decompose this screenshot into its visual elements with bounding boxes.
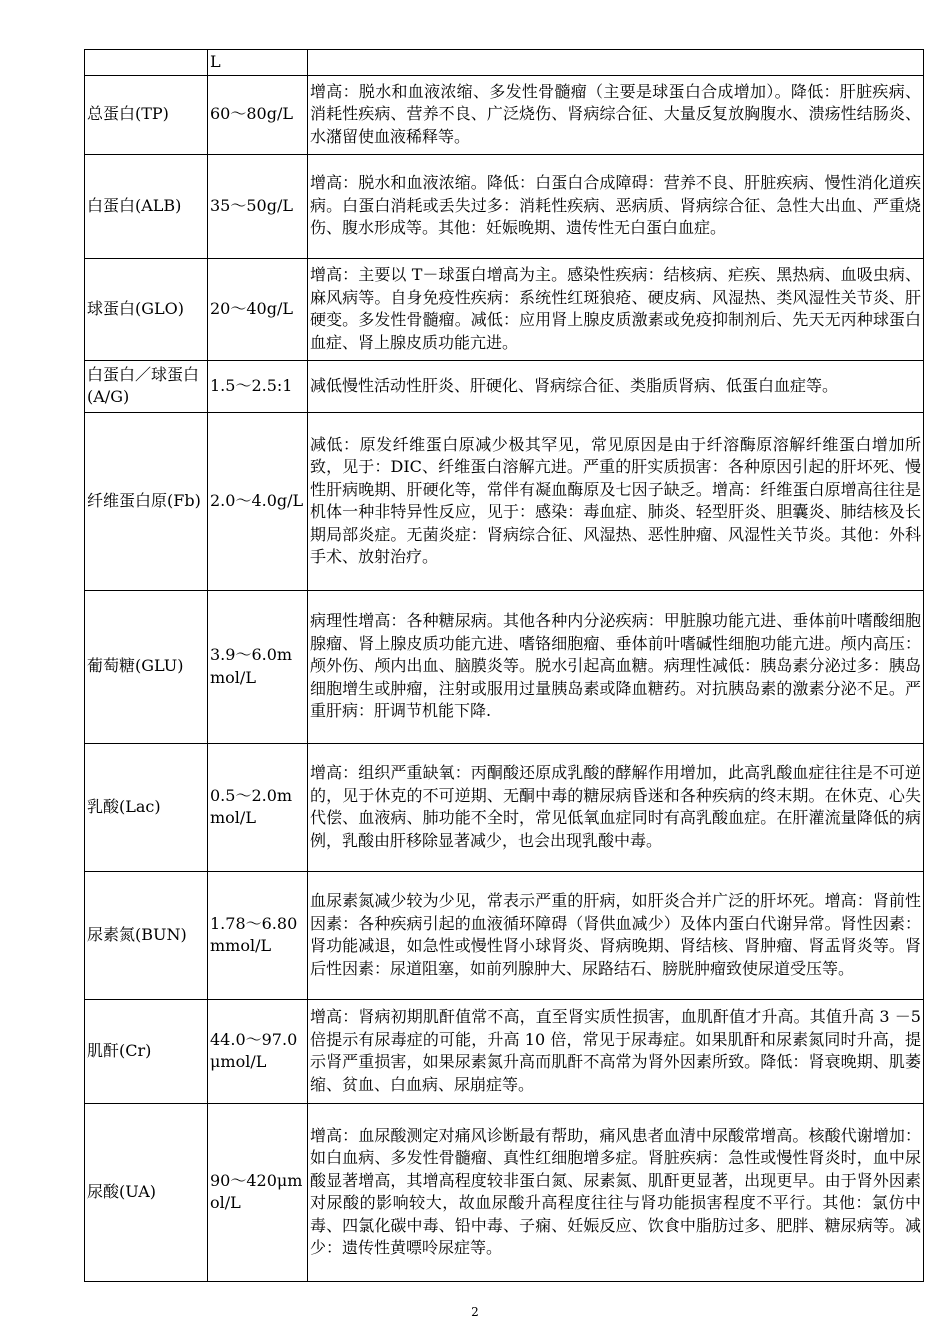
table-row (85, 871, 924, 999)
test-name-cell: 葡萄糖(GLU) (85, 590, 208, 743)
test-name-cell (85, 50, 208, 76)
reference-range-cell: 35～50g/L (208, 154, 308, 258)
reference-range-cell: 1.5～2.5:1 (208, 360, 308, 412)
table-row (85, 50, 924, 76)
clinical-significance-cell: 增高：组织严重缺氧：丙酮酸还原成乳酸的酵解作用增加，此高乳酸血症往往是不可逆的，见于休克的不可逆期、无酮中毒的糖尿病昏迷和各种疾病的终末期。在休克、心失代偿、血液病、肺功能不全时，常见低氧血症同时有高乳酸血症。在肝灌流量降低的病例，乳酸由肝移除显著减少，也会出现乳酸中毒。 (308, 743, 924, 871)
reference-range-cell: 2.0～4.0g/L (208, 412, 308, 590)
test-name-cell: 白蛋白／球蛋白(A/G) (85, 360, 208, 412)
lab-reference-table (84, 49, 924, 1282)
reference-range-cell: 1.78～6.80mmol/L (208, 871, 308, 999)
table-row (85, 743, 924, 871)
table-row (85, 258, 924, 360)
clinical-significance-cell: 增高：主要以 Τ－球蛋白增高为主。感染性疾病：结核病、疟疾、黑热病、血吸虫病、麻风病等。自身免疫性疾病：系统性红斑狼疮、硬皮病、风湿热、类风湿性关节炎、肝硬变。多发性骨髓瘤。减低：应用肾上腺皮质激素或免疫抑制剂后、先天无丙种球蛋白血症、肾上腺皮质功能亢进。 (308, 258, 924, 360)
table-row (85, 75, 924, 154)
test-name-cell: 球蛋白(GLO) (85, 258, 208, 360)
clinical-significance-cell: 病理性增高：各种糖尿病。其他各种内分泌疾病：甲脏腺功能亢进、垂体前叶嗜酸细胞腺瘤、肾上腺皮质功能亢进、嗜铬细胞瘤、垂体前叶嗜碱性细胞功能亢进。颅内高压：颅外伤、颅内出血、脑膜炎等。脱水引起高血糖。病理性减低：胰岛素分泌过多：胰岛细胞增生或肿瘤，注射或服用过量胰岛素或降血糖药。对抗胰岛素的激素分泌不足。严重肝病：肝调节机能下降. (308, 590, 924, 743)
table-row (85, 412, 924, 590)
reference-range-cell: 90～420μmol/L (208, 1103, 308, 1281)
reference-range-cell: 60～80g/L (208, 75, 308, 154)
table-row (85, 154, 924, 258)
clinical-significance-cell: 减低慢性活动性肝炎、肝硬化、肾病综合征、类脂质肾病、低蛋白血症等。 (308, 360, 924, 412)
test-name-cell: 总蛋白(TP) (85, 75, 208, 154)
reference-range-cell: 0.5～2.0mmol/L (208, 743, 308, 871)
table-row (85, 590, 924, 743)
test-name-cell: 肌酐(Cr) (85, 999, 208, 1103)
clinical-significance-cell (308, 50, 924, 76)
table-row (85, 1103, 924, 1281)
table-row (85, 999, 924, 1103)
reference-range-cell: 20～40g/L (208, 258, 308, 360)
clinical-significance-cell: 血尿素氮减少较为少见，常表示严重的肝病，如肝炎合并广泛的肝坏死。增高：肾前性因素：各种疾病引起的血液循环障碍（肾供血减少）及体内蛋白代谢异常。肾性因素：肾功能减退，如急性或慢性肾小球肾炎、肾病晚期、肾结核、肾肿瘤、肾盂肾炎等。肾后性因素：尿道阻塞，如前列腺肿大、尿路结石、膀胱肿瘤致使尿道受压等。 (308, 871, 924, 999)
page-number: 2 (471, 1305, 479, 1319)
reference-range-cell: 44.0～97.0μmol/L (208, 999, 308, 1103)
reference-range-cell: L (208, 50, 308, 76)
test-name-cell: 尿酸(UA) (85, 1103, 208, 1281)
clinical-significance-cell: 增高：脱水和血液浓缩、多发性骨髓瘤（主要是球蛋白合成增加）。降低：肝脏疾病、消耗性疾病、营养不良、广泛烧伤、肾病综合征、大量反复放胸腹水、溃疡性结肠炎、水潴留使血液稀释等。 (308, 75, 924, 154)
reference-range-cell: 3.9～6.0mmol/L (208, 590, 308, 743)
clinical-significance-cell: 减低：原发纤维蛋白原减少极其罕见，常见原因是由于纤溶酶原溶解纤维蛋白增加所致，见于：DIC、纤维蛋白溶解亢进。严重的肝实质损害：各种原因引起的肝坏死、慢性肝病晚期、肝硬化等，常伴有凝血酶原及七因子缺乏。增高：纤维蛋白原增高往往是机体一种非特异性反应，见于：感染：毒血症、肺炎、轻型肝炎、胆囊炎、肺结核及长期局部炎症。无菌炎症：肾病综合征、风湿热、恶性肿瘤、风湿性关节炎。其他：外科手术、放射治疗。 (308, 412, 924, 590)
clinical-significance-cell: 增高：肾病初期肌酐值常不高，直至肾实质性损害，血肌酐值才升高。其值升高 3 －5 倍提示有尿毒症的可能，升高 10 倍，常见于尿毒症。如果肌酐和尿素氮同时升高，提示肾严重损害，如果尿素氮升高而肌酐不高常为肾外因素所致。降低：肾衰晚期、肌萎缩、贫血、白血病、尿崩症等。 (308, 999, 924, 1103)
clinical-significance-cell: 增高：脱水和血液浓缩。降低：白蛋白合成障碍：营养不良、肝脏疾病、慢性消化道疾病。白蛋白消耗或丢失过多：消耗性疾病、恶病质、肾病综合征、急性大出血、严重烧伤、腹水形成等。其他：妊娠晚期、遗传性无白蛋白血症。 (308, 154, 924, 258)
test-name-cell: 白蛋白(ALB) (85, 154, 208, 258)
test-name-cell: 纤维蛋白原(Fb) (85, 412, 208, 590)
test-name-cell: 乳酸(Lac) (85, 743, 208, 871)
clinical-significance-cell: 增高：血尿酸测定对痛风诊断最有帮助，痛风患者血清中尿酸常增高。核酸代谢增加：如白血病、多发性骨髓瘤、真性红细胞增多症。肾脏疾病：急性或慢性肾炎时，血中尿酸显著增高，其增高程度较非蛋白氮、尿素氮、肌酐更显著，出现更早。由于肾外因素对尿酸的影响较大，故血尿酸升高程度往往与肾功能损害程度不平行。其他：氯仿中毒、四氯化碳中毒、铅中毒、子痫、妊娠反应、饮食中脂肪过多、肥胖、糖尿病等。减少：遗传性黄嘌呤尿症等。 (308, 1103, 924, 1281)
test-name-cell: 尿素氮(BUN) (85, 871, 208, 999)
table-row (85, 360, 924, 412)
